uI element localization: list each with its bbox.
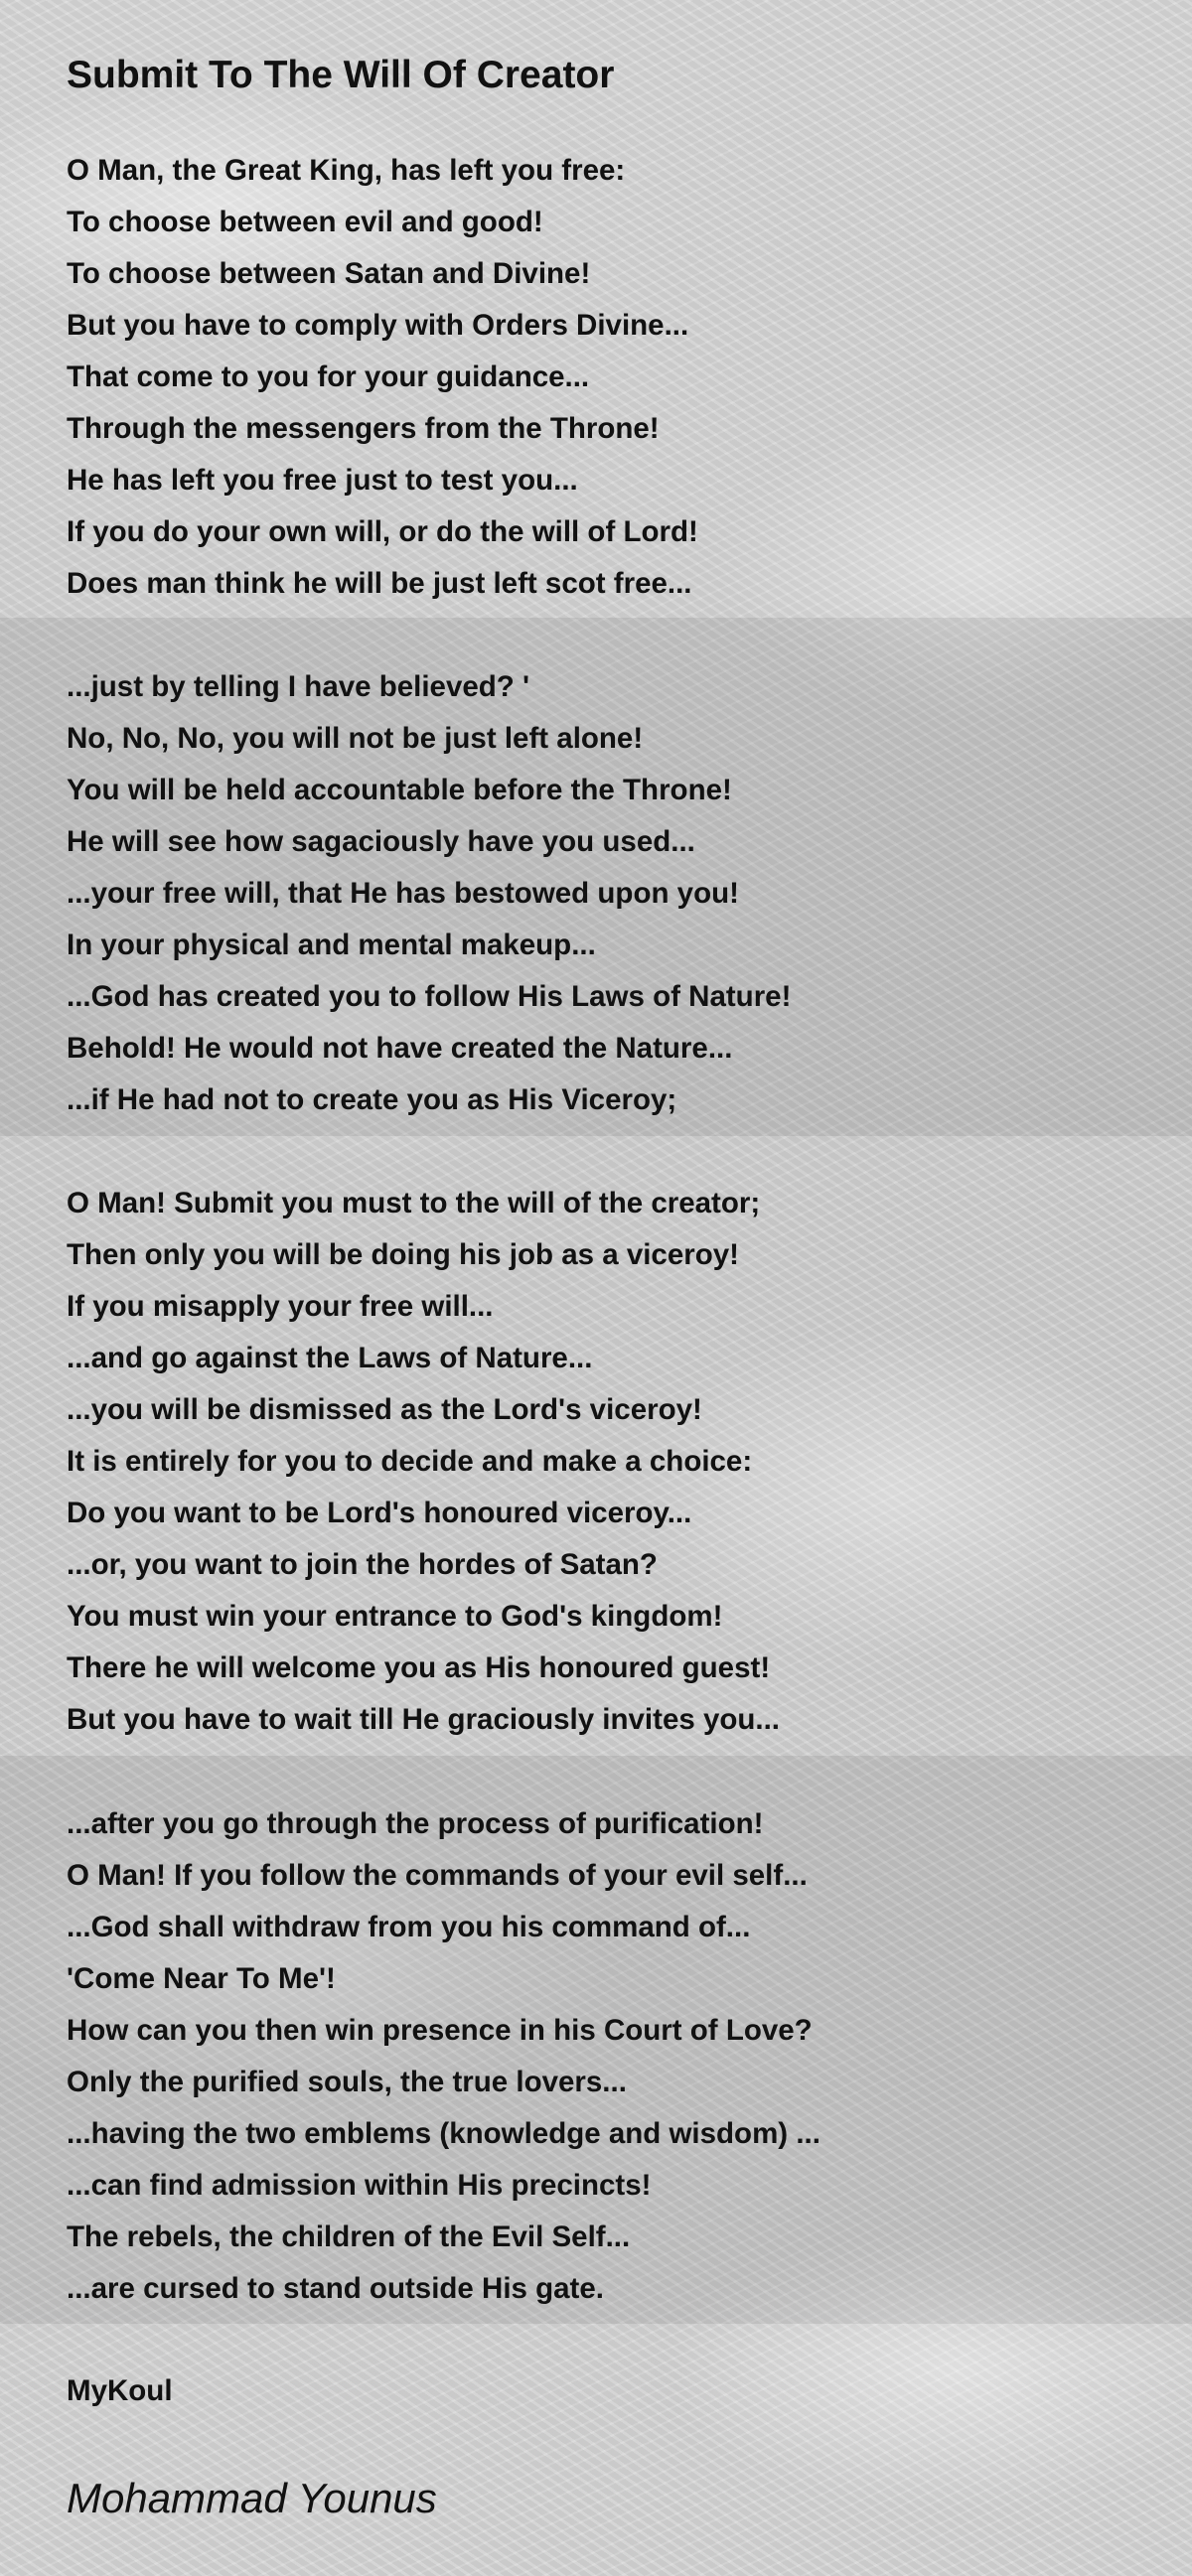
poem-line: ...God has created you to follow His Laws of Nature! xyxy=(67,980,792,1013)
poem-line: ...or, you want to join the hordes of Satan? xyxy=(67,1548,658,1581)
poem-line: ...just by telling I have believed? ' xyxy=(67,670,530,703)
poem-line: ...after you go through the process of purification! xyxy=(67,1807,764,1840)
poem-line: Through the messengers from the Throne! xyxy=(67,412,660,445)
poem-line: There he will welcome you as His honoured guest! xyxy=(67,1651,771,1684)
poem-line: To choose between evil and good! xyxy=(67,206,543,238)
poem-line: You will be held accountable before the Throne! xyxy=(67,774,732,806)
poem-line: Then only you will be doing his job as a viceroy! xyxy=(67,1238,739,1271)
poem-line: ...having the two emblems (knowledge and wisdom) ... xyxy=(67,2117,820,2150)
poem-line: No, No, No, you will not be just left alone! xyxy=(67,722,644,755)
poem-line: He has left you free just to test you... xyxy=(67,464,578,497)
poem-line: ...you will be dismissed as the Lord's viceroy! xyxy=(67,1393,702,1426)
poem-line: ...if He had not to create you as His Viceroy; xyxy=(67,1083,677,1116)
poem-line: But you have to comply with Orders Divine... xyxy=(67,309,689,342)
poem-line: ...God shall withdraw from you his command of... xyxy=(67,1911,751,1943)
poem-line: O Man, the Great King, has left you free: xyxy=(67,154,626,187)
poem-line: You must win your entrance to God's kingdom! xyxy=(67,1600,723,1633)
poem-line: If you do your own will, or do the will of Lord! xyxy=(67,515,698,548)
poem-line: How can you then win presence in his Court of Love? xyxy=(67,2014,813,2047)
poem-line: In your physical and mental makeup... xyxy=(67,929,596,961)
poem-line: ...your free will, that He has bestowed upon you! xyxy=(67,877,739,910)
poem-line: 'Come Near To Me'! xyxy=(67,1962,336,1995)
author-tag: MyKoul xyxy=(67,2374,173,2407)
poem-line: It is entirely for you to decide and make a choice: xyxy=(67,1445,753,1478)
poem-line: ...are cursed to stand outside His gate. xyxy=(67,2272,604,2305)
poem-line: Behold! He would not have created the Nature... xyxy=(67,1032,733,1065)
poem-line: Do you want to be Lord's honoured viceroy... xyxy=(67,1497,692,1529)
poem-line: ...and go against the Laws of Nature... xyxy=(67,1342,593,1374)
poem-line: Only the purified souls, the true lovers... xyxy=(67,2066,627,2098)
poem-line: But you have to wait till He graciously invites you... xyxy=(67,1703,780,1736)
poem-line: To choose between Satan and Divine! xyxy=(67,257,591,290)
poem-line: ...can find admission within His precincts! xyxy=(67,2169,652,2202)
poem-line: Does man think he will be just left scot free... xyxy=(67,567,692,600)
poem-line: O Man! If you follow the commands of your evil self... xyxy=(67,1859,808,1892)
poet-name: Mohammad Younus xyxy=(67,2475,437,2521)
poem-line: He will see how sagaciously have you used... xyxy=(67,825,695,858)
poem-line: The rebels, the children of the Evil Self... xyxy=(67,2220,631,2253)
poem-line: That come to you for your guidance... xyxy=(67,360,590,393)
poem-title: Submit To The Will Of Creator xyxy=(67,54,615,96)
poem-line: If you misapply your free will... xyxy=(67,1290,494,1323)
poem-line: O Man! Submit you must to the will of the creator; xyxy=(67,1187,761,1219)
